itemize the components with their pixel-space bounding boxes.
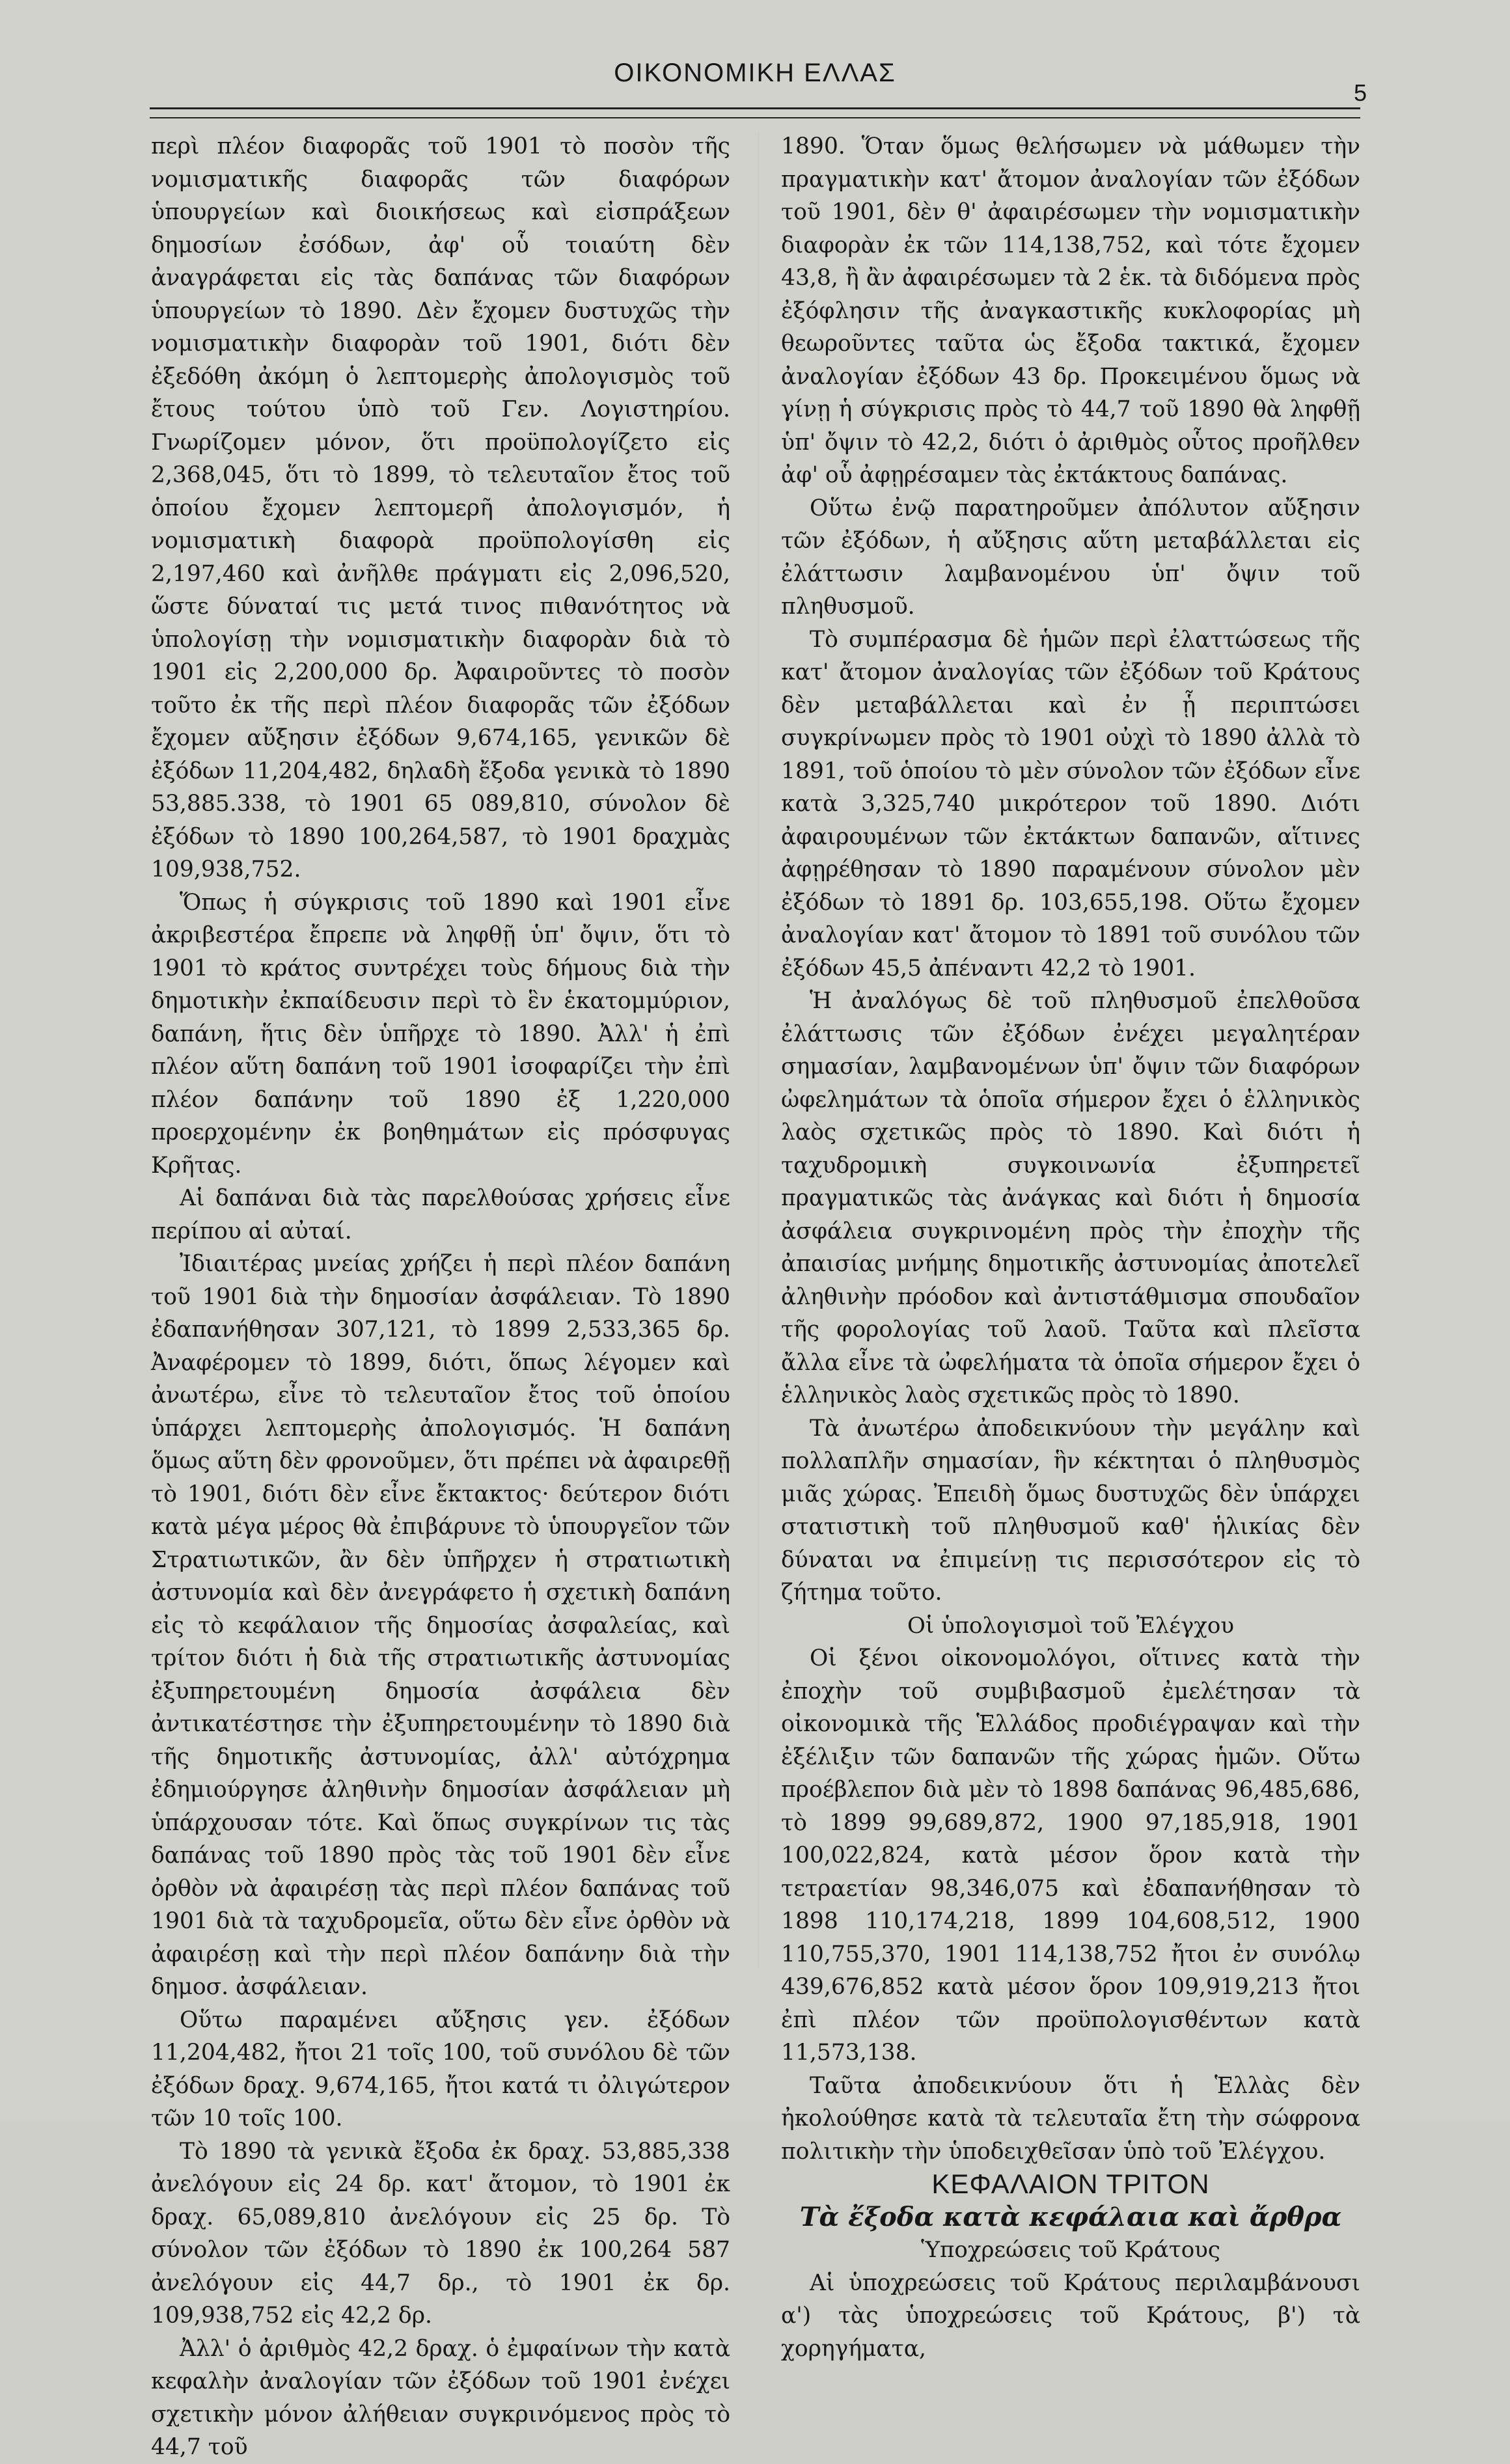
page-header: [0, 59, 1510, 106]
chapter-title: ΚΕΦΑΛΑΙΟΝ ΤΡΙΤΟΝ: [931, 2169, 1210, 2199]
paragraph: Οἱ ξένοι οἰκονομολόγοι, οἵτινες κατὰ τὴν ἐποχὴν τοῦ συμβιβασμοῦ ἐμελέτησαν τὰ οἰκονομικὰ τῆς Ἑλλάδος προδιέγραψαν καὶ τὴν ἐξέλιξιν τῶν δαπανῶν τῆς χώρας ἡμῶν. Οὕτω προέβλεπον διὰ μὲν τὸ 1898 δαπάνας 96,485,686, τὸ 1899 99,689,872, 1900 97,185,918, 1901 100,022,824, κατὰ μέσον ὅρον κατὰ τὴν τετραετίαν 98,346,075 καὶ ἐδαπανήθησαν τὸ 1898 110,174,218, 1899 104,608,512, 1900 110,755,370, 1901 114,138,752 ἤτοι ἐν συνόλῳ 439,676,852 κατὰ μέσον ὅρον 109,919,213 ἤτοι ἐπὶ πλέον τῶν προϋπολογισθέντων κατὰ 11,573,138.: [781, 1645, 1360, 2066]
right-column: [781, 130, 1360, 2365]
paragraph: 1890. Ὅταν ὅμως θελήσωμεν νὰ μάθωμεν τὴν πραγματικὴν κατ' ἄτομον ἀναλογίαν τῶν ἐξόδων τοῦ 1901, δὲν θ' ἀφαιρέσωμεν τὴν νομισματικὴν διαφορὰν ἐκ τῶν 114,138,752, καὶ τότε ἔχομεν 43,8, ἢ ἂν ἀφαιρέσωμεν τὰ 2 ἑκ. τὰ διδόμενα πρὸς ἐξόφλησιν τῆς ἀναγκαστικῆς κυκλοφορίας μὴ θεωροῦντες ταῦτα ὡς ἔξοδα τακτικά, ἔχομεν ἀναλογίαν ἐξόδων 43 δρ. Προκειμένου ὅμως νὰ γίνῃ ἡ σύγκρισις πρὸς τὸ 44,7 τοῦ 1890 θὰ ληφθῇ ὑπ' ὄψιν τὸ 42,2, διότι ὁ ἀριθμὸς οὗτος προῆλθεν ἀφ' οὗ ἀφῃρέσαμεν τὰς ἐκτάκτους δαπάνας.: [781, 133, 1360, 488]
chapter-subtitle: Τὰ ἔξοδα κατὰ κεφάλαια καὶ ἄρθρα: [799, 2201, 1342, 2232]
paragraph: Οὕτω ἐνῷ παρατηροῦμεν ἀπόλυτον αὔξησιν τῶν ἐξόδων, ἡ αὔξησις αὕτη μεταβάλλεται εἰς ἐλάττωσιν λαμβανομένου ὑπ' ὄψιν τοῦ πληθυσμοῦ.: [781, 495, 1360, 620]
section-subheading: Ὑποχρεώσεις τοῦ Κράτους: [921, 2237, 1220, 2263]
paragraph: περὶ πλέον διαφορᾶς τοῦ 1901 τὸ ποσὸν τῆς νομισματικῆς διαφορᾶς τῶν διαφόρων ὑπουργείων καὶ διοικήσεως καὶ εἰσπράξεων δημοσίων ἐσόδων, ἀφ' οὗ τοιαύτη δὲν ἀναγράφεται εἰς τὰς δαπάνας τῶν διαφόρων ὑπουργείων τὸ 1890. Δὲν ἔχομεν δυστυχῶς τὴν νομισματικὴν διαφορὰν τοῦ 1901, διότι δὲν ἐξεδόθη ἀκόμη ὁ λεπτομερὴς ἀπολογισμὸς τοῦ ἔτους τούτου ὑπὸ τοῦ Γεν. Λογιστηρίου. Γνωρίζομεν μόνον, ὅτι προϋπολογίζετο εἰς 2,368,045, ὅτι τὸ 1899, τὸ τελευταῖον ἔτος τοῦ ὁποίου ἔχομεν λεπτομερῆ ἀπολογισμόν, ἡ νομισματικὴ διαφορὰ προϋπολογίσθη εἰς 2,197,460 καὶ ἀνῆλθε πράγματι εἰς 2,096,520, ὥστε δύναταί τις μετά τινος πιθανότητος νὰ ὑπολογίσῃ τὴν νομισματικὴν διαφορὰν διὰ τὸ 1901 εἰς 2,200,000 δρ. Ἀφαιροῦντες τὸ ποσὸν τοῦτο ἐκ τῆς περὶ πλέον διαφορᾶς τῶν ἐξόδων ἔχομεν αὔξησιν ἐξόδων 9,674,165, γενικῶν δὲ ἐξόδων 11,204,482, δηλαδὴ ἔξοδα γενικὰ τὸ 1890 53,885.338, τὸ 1901 65 089,810, σύνολον δὲ ἐξόδων τὸ 1890 100,264,587, τὸ 1901 δραχμὰς 109,938,752.: [151, 133, 730, 883]
page-number: 5: [1353, 79, 1367, 106]
paragraph: Αἱ ὑποχρεώσεις τοῦ Κράτους περιλαμβάνουσι α') τὰς ὑποχρεώσεις τοῦ Κράτους, β') τὰ χορηγήματα,: [781, 2269, 1360, 2362]
paragraph: Οὕτω παραμένει αὔξησις γεν. ἐξόδων 11,204,482, ἤτοι 21 τοῖς 100, τοῦ συνόλου δὲ τῶν ἐξόδων δραχ. 9,674,165, ἤτοι κατά τι ὀλιγώτερον τῶν 10 τοῖς 100.: [151, 2006, 730, 2131]
left-column: [151, 130, 730, 2464]
paragraph: Ἡ ἀναλόγως δὲ τοῦ πληθυσμοῦ ἐπελθοῦσα ἐλάττωσις τῶν ἐξόδων ἐνέχει μεγαλητέραν σημασίαν, λαμβανομένων ὑπ' ὄψιν τῶν διαφόρων ὠφελημάτων τὰ ὁποῖα σήμερον ἔχει ὁ ἑλληνικὸς λαὸς σχετικῶς πρὸς τὸ 1890. Καὶ διότι ἡ ταχυδρομικὴ συγκοινωνία ἐξυπηρετεῖ πραγματικῶς τὰς ἀνάγκας καὶ διότι ἡ δημοσία ἀσφάλεια συγκρινομένη πρὸς τὴν ἐποχὴν τῆς ἀπαισίας μνήμης δημοτικῆς ἀστυνομίας ἀποτελεῖ ἀληθινὴν πρόοδον καὶ ἀντιστάθμισμα σπουδαῖον τῆς φορολογίας τοῦ λαοῦ. Ταῦτα καὶ πλεῖστα ἄλλα εἶνε τὰ ὠφελήματα τὰ ὁποῖα σήμερον ἔχει ὁ ἑλληνικὸς λαὸς σχετικῶς πρὸς τὸ 1890.: [781, 988, 1360, 1408]
paragraph: Ὅπως ἡ σύγκρισις τοῦ 1890 καὶ 1901 εἶνε ἀκριβεστέρα ἔπρεπε νὰ ληφθῇ ὑπ' ὄψιν, ὅτι τὸ 1901 τὸ κράτος συντρέχει τοὺς δήμους διὰ τὴν δημοτικὴν ἐκπαίδευσιν περὶ τὸ ἓν ἑκατομμύριον, δαπάνη, ἥτις δὲν ὑπῆρχε τὸ 1890. Ἀλλ' ἡ ἐπὶ πλέον αὕτη δαπάνη τοῦ 1901 ἰσοφαρίζει τὴν ἐπὶ πλέον δαπάνην τοῦ 1890 ἐξ 1,220,000 προερχομένην ἐκ βοηθημάτων εἰς πρόσφυγας Κρῆτας.: [151, 889, 730, 1179]
paragraph: Ταῦτα ἀποδεικνύουν ὅτι ἡ Ἑλλὰς δὲν ἠκολούθησε κατὰ τὰ τελευταῖα ἔτη τὴν σώφρονα πολιτικὴν τὴν ὑποδειχθεῖσαν ὑπὸ τοῦ Ἐλέγχου.: [781, 2072, 1360, 2165]
header-rule: [150, 107, 1360, 118]
running-title: ΟΙΚΟΝΟΜΙΚΗ ΕΛΛΑΣ: [614, 59, 896, 87]
paragraph: Ἀλλ' ὁ ἀριθμὸς 42,2 δραχ. ὁ ἐμφαίνων τὴν κατὰ κεφαλὴν ἀναλογίαν τῶν ἐξόδων τοῦ 1901 ἐνέχει σχετικὴν μόνον ἀλήθειαν συγκρινόμενος πρὸς τὸ 44,7 τοῦ: [151, 2335, 730, 2460]
column-gutter: [758, 133, 759, 1969]
section-subheading: Οἱ ὑπολογισμοὶ τοῦ Ἐλέγχου: [907, 1612, 1235, 1639]
paragraph: Τὸ συμπέρασμα δὲ ἡμῶν περὶ ἐλαττώσεως τῆς κατ' ἄτομον ἀναλογίας τῶν ἐξόδων τοῦ Κράτους δὲν μεταβάλλεται καὶ ἐν ᾗ περιπτώσει συγκρίνωμεν πρὸς τὸ 1901 οὐχὶ τὸ 1890 ἀλλὰ τὸ 1891, τοῦ ὁποίου τὸ μὲν σύνολον τῶν ἐξόδων εἶνε κατὰ 3,325,740 μικρότερον τοῦ 1890. Διότι ἀφαιρουμένων τῶν ἐκτάκτων δαπανῶν, αἵτινες ἀφῃρέθησαν τὸ 1890 παραμένουν σύνολον μὲν ἐξόδων τὸ 1891 δρ. 103,655,198. Οὕτω ἔχομεν ἀναλογίαν κατ' ἄτομον τὸ 1891 τοῦ συνόλου τῶν ἐξόδων 45,5 ἀπέναντι 42,2 τὸ 1901.: [781, 626, 1360, 981]
paragraph: Τὸ 1890 τὰ γενικὰ ἔξοδα ἐκ δραχ. 53,885,338 ἀνελόγουν εἰς 24 δρ. κατ' ἄτομον, τὸ 1901 ἐκ δραχ. 65,089,810 ἀνελόγουν εἰς 25 δρ. Τὸ σύνολον τῶν ἐξόδων τὸ 1890 ἐκ 100,264 587 ἀνελόγουν εἰς 44,7 δρ., τὸ 1901 ἐκ δρ. 109,938,752 εἰς 42,2 δρ.: [151, 2138, 730, 2329]
paragraph: Ἰδιαιτέρας μνείας χρήζει ἡ περὶ πλέον δαπάνη τοῦ 1901 διὰ τὴν δημοσίαν ἀσφάλειαν. Τὸ 1890 ἐδαπανήθησαν 307,121, τὸ 1899 2,533,365 δρ. Ἀναφέρομεν τὸ 1899, διότι, ὅπως λέγομεν καὶ ἀνωτέρω, εἶνε τὸ τελευταῖον ἔτος τοῦ ὁποίου ὑπάρχει λεπτομερὴς ἀπολογισμός. Ἡ δαπάνη ὅμως αὕτη δὲν φρονοῦμεν, ὅτι πρέπει νὰ ἀφαιρεθῇ τὸ 1901, διότι δὲν εἶνε ἔκτακτος· δεύτερον διότι κατὰ μέγα μέρος θὰ ἐπιβάρυνε τὸ ὑπουργεῖον τῶν Στρατιωτικῶν, ἂν δὲν ὑπῆρχεν ἡ στρατιωτικὴ ἀστυνομία καὶ δὲν ἀνεγράφετο ἡ σχετικὴ δαπάνη εἰς τὸ κεφάλαιον τῆς δημοσίας ἀσφαλείας, καὶ τρίτον διότι ἡ διὰ τῆς στρατιωτικῆς ἀστυνομίας ἐξυπηρετουμένη δημοσία ἀσφάλεια δὲν ἀντικατέστησε τὴν ἐξυπηρετουμένην τὸ 1890 διὰ τῆς δημοτικῆς ἀστυνομίας, ἀλλ' αὐτόχρημα ἐδημιούργησε ἀληθινὴν δημοσίαν ἀσφάλειαν μὴ ὑπάρχουσαν τότε. Καὶ ὅπως συγκρίνων τις τὰς δαπάνας τοῦ 1890 πρὸς τὰς τοῦ 1901 δὲν εἶνε ὀρθὸν νὰ ἀφαιρέσῃ τὰς περὶ πλέον δαπάνας τοῦ 1901 διὰ τὰ ταχυδρομεῖα, οὕτω δὲν εἶνε ὀρθὸν νὰ ἀφαιρέσῃ καὶ τὴν περὶ πλέον δαπάνην διὰ τὴν δημοσ. ἀσφάλειαν.: [151, 1251, 730, 2000]
paragraph: Αἱ δαπάναι διὰ τὰς παρελθούσας χρήσεις εἶνε περίπου αἱ αὐταί.: [151, 1185, 730, 1244]
paragraph: Τὰ ἀνωτέρω ἀποδεικνύουν τὴν μεγάλην καὶ πολλαπλῆν σημασίαν, ἣν κέκτηται ὁ πληθυσμὸς μιᾶς χώρας. Ἐπειδὴ ὅμως δυστυχῶς δὲν ὑπάρχει στατιστικὴ τοῦ πληθυσμοῦ καθ' ἡλικίας δὲν δύναται να ἐπιμείνῃ τις περισσότερον εἰς τὸ ζήτημα τοῦτο.: [781, 1415, 1360, 1606]
